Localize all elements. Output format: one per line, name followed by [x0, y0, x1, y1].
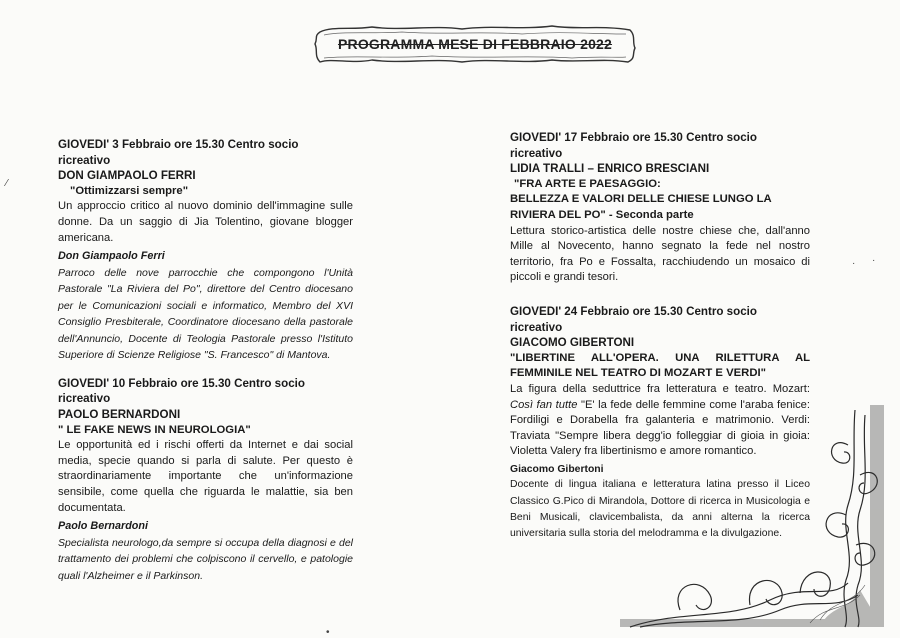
event-description: Un approccio critico al nuovo dominio dell'immagine sulle donne. Da un saggio di Jia Tolentino, giovane blogger americana. [58, 200, 353, 244]
event-topic-line-2: BELLEZZA E VALORI DELLE CHIESE LUNGO LA RIVIERA DEL PO" - Seconda parte [510, 193, 772, 221]
bio-text: Docente di lingua italiana e letteratura latina presso il Liceo Classico G.Pico di Mirandola, Dottore di ricerca in Musicologia e Beni Musicali, clavicembalista, da anni alterna la ricerca universitaria sulla storia del melodramma e la divulgazione. [510, 479, 810, 540]
scan-speck: · [852, 258, 856, 269]
event-speaker: GIACOMO GIBERTONI [510, 336, 635, 350]
floral-ornament [620, 405, 890, 630]
event-topic: " LE FAKE NEWS IN NEUROLOGIA" [58, 423, 251, 436]
scan-speck: · [872, 255, 876, 266]
event-feb-10 [58, 376, 353, 584]
event-topic: "LIBERTINE ALL'OPERA. UNA RILETTURA AL FEMMINILE NEL TEATRO DI MOZART E VERDI" [510, 351, 810, 380]
left-column [58, 137, 353, 596]
scan-speck: ⁄ [6, 178, 8, 189]
event-date-line: GIOVEDI' 10 Febbraio ore 15.30 Centro socio ricreativo [58, 376, 305, 406]
page-title: PROGRAMMA MESE DI FEBBRAIO 2022 [337, 36, 613, 52]
opera-title: Così fan tutte [510, 398, 578, 411]
event-date-line: GIOVEDI' 17 Febbraio ore 15.30 Centro socio ricreativo [510, 131, 757, 160]
bio-name: Paolo Bernardoni [58, 520, 148, 533]
title-banner [312, 22, 638, 66]
event-date-line: GIOVEDI' 24 Febbraio ore 15.30 Centro socio ricreativo [510, 304, 757, 334]
bio-name: Giacomo Gibertoni [510, 463, 604, 475]
scan-speck: • [326, 627, 330, 638]
event-description: Le opportunità ed i rischi offerti da Internet e dai social media, specie quando si parla di salute. Per questo è straordinariamente importante che un'informazione sensibile, come quella che riguarda le malattie, sia ben documentata. [58, 439, 353, 514]
event-speaker: PAOLO BERNARDONI [58, 407, 181, 421]
bio-text: Specialista neurologo,da sempre si occupa della diagnosi e del trattamento dei problemi che colpiscono il cervello, e patologie quali l'Alzheimer e il Parkinson. [58, 536, 353, 582]
event-feb-3 [58, 137, 353, 364]
bio-name: Don Giampaolo Ferri [58, 250, 165, 263]
event-speaker: DON GIAMPAOLO FERRI [58, 169, 196, 183]
event-speaker: LIDIA TRALLI – ENRICO BRESCIANI [510, 162, 710, 176]
bio-text: Parroco delle nove parrocchie che compongono l'Unità Pastorale "La Riviera del Po", direttore del Centro diocesano per le Comunicazioni sociali e informatico, Membro del XVI Consiglio Presbiterale, Coordinatore diocesano della pastorale dell'Annuncio, Docente di Teologia Pastorale presso l'Istituto Superiore di Scienze Religiose "S. Francesco" di Mantova. [58, 266, 353, 362]
event-description: Lettura storico-artistica delle nostre chiese che, dall'anno Mille al Novecento, hanno segnato la fede nel nostro territorio, fra Po e Fossalta, racchiudendo un mosaico di piccoli e grandi tesori. [510, 224, 810, 284]
event-topic-line-1: "FRA ARTE E PAESAGGIO: [514, 177, 661, 190]
description-part: La figura della seduttrice fra letteratura e teatro. Mozart: [510, 382, 810, 395]
description-part: "E' la fede delle femmine come l'araba fenice: Fordiligi e Dorabella fra galanteria e matrimonio. Verdi: Traviata "Sempre libera degg'io folleggiar di gioia in gioia: Violetta Valery fra libertinismo e amore romantico. [510, 398, 810, 458]
event-feb-17 [510, 130, 810, 286]
event-date-line: GIOVEDI' 3 Febbraio ore 15.30 Centro socio ricreativo [58, 138, 299, 167]
event-topic: "Ottimizzarsi sempre" [70, 184, 189, 197]
